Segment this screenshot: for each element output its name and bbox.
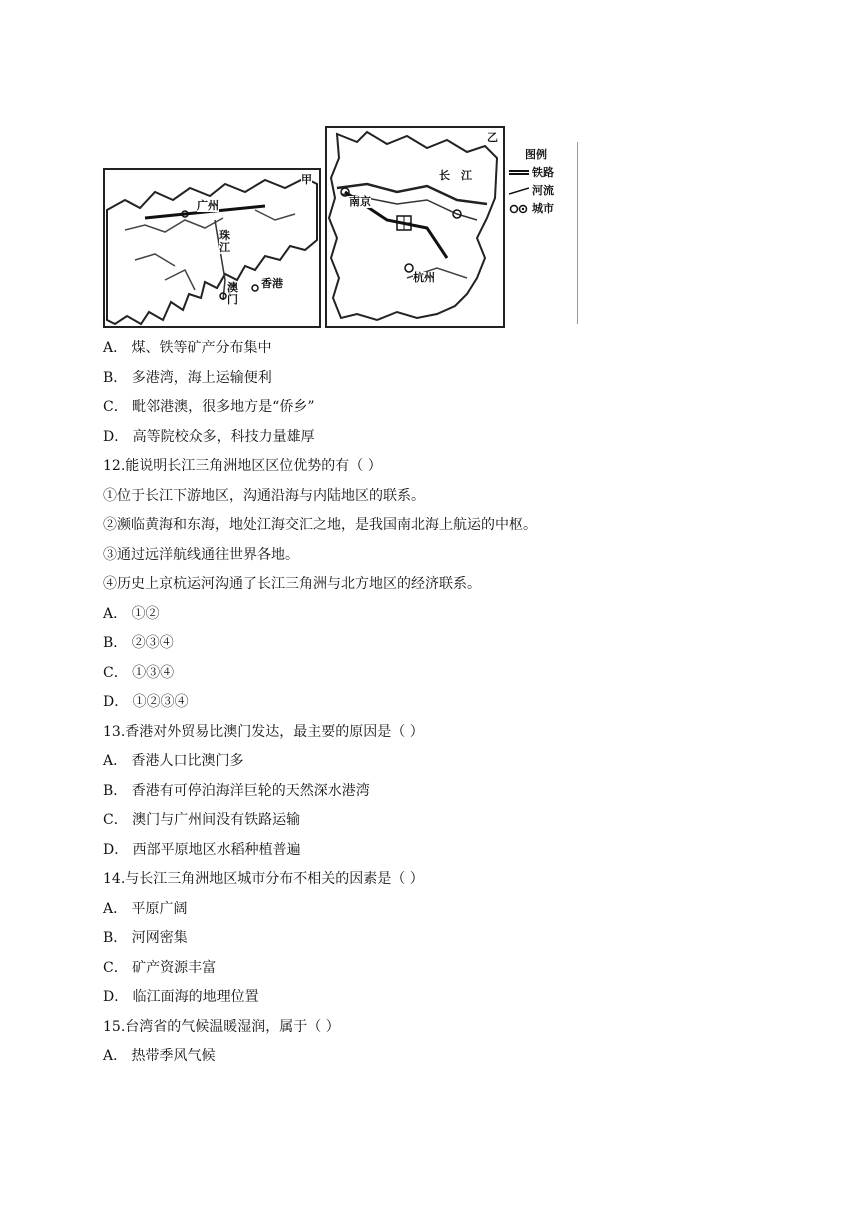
q13-option-c: C． 澳门与广州间没有铁路运输 bbox=[103, 812, 301, 828]
railway-symbol-icon bbox=[509, 169, 529, 177]
q12-option-b: B． ②③④ bbox=[103, 635, 174, 651]
q14-option-d: D． 临江面海的地理位置 bbox=[103, 989, 259, 1005]
yangtze-delta-map bbox=[325, 126, 505, 328]
pearl-river-delta-outline bbox=[105, 170, 319, 326]
guangzhou-label: 广州 bbox=[197, 199, 219, 212]
legend-river bbox=[509, 184, 554, 198]
q15-option-a: A． 热带季风气候 bbox=[103, 1048, 216, 1064]
q14-stem: 14.与长江三角洲地区城市分布不相关的因素是（ ） bbox=[103, 871, 424, 887]
river-symbol-icon bbox=[509, 186, 529, 196]
q11-option-d: D． 高等院校众多，科技力量雄厚 bbox=[103, 428, 315, 445]
q13-option-b: B． 香港有可停泊海洋巨轮的天然深水港湾 bbox=[103, 782, 370, 799]
map-figure bbox=[103, 126, 575, 328]
q12-stem: 12.能说明长江三角洲地区区位优势的有（ ） bbox=[103, 458, 382, 474]
q12-option-a: A． ①② bbox=[103, 605, 160, 622]
q11-option-b: B． 多港湾，海上运输便利 bbox=[103, 369, 272, 386]
q14-option-a: A． 平原广阔 bbox=[103, 900, 188, 917]
q11-option-c: C． 毗邻港澳，很多地方是“侨乡” bbox=[103, 399, 315, 415]
q12-option-d: D． ①②③④ bbox=[103, 694, 189, 710]
question-text bbox=[103, 338, 823, 1076]
map-yi-corner-label: 乙 bbox=[487, 131, 498, 144]
legend-title: 图例 bbox=[525, 148, 547, 161]
nanjing-label: 南京 bbox=[349, 195, 371, 208]
q15-stem: 15.台湾省的气候温暖湿润，属于（ ） bbox=[103, 1018, 340, 1035]
legend-river-label: 河流 bbox=[532, 184, 554, 197]
legend-city-label: 城市 bbox=[532, 202, 554, 215]
legend-railway-label: 铁路 bbox=[532, 166, 554, 179]
q11-option-a: A． 煤、铁等矿产分布集中 bbox=[103, 340, 272, 356]
q14-option-b: B． 河网密集 bbox=[103, 930, 188, 946]
aomen-label: 澳 门 bbox=[227, 281, 238, 306]
q12-statement-4: ④历史上京杭运河沟通了长江三角洲与北方地区的经济联系。 bbox=[103, 576, 481, 592]
q14-option-c: C． 矿产资源丰富 bbox=[103, 959, 217, 976]
zhujiang-label: 珠 江 bbox=[219, 229, 230, 254]
yangtze-delta-outline bbox=[327, 128, 503, 326]
hangzhou-label: 杭州 bbox=[413, 271, 435, 284]
map-jia-corner-label: 甲 bbox=[301, 173, 312, 186]
q13-stem: 13.香港对外贸易比澳门发达，最主要的原因是（ ） bbox=[103, 723, 424, 740]
map-legend bbox=[507, 142, 578, 324]
q12-statement-2: ②濒临黄海和东海，地处江海交汇之地，是我国南北海上航运的中枢。 bbox=[103, 517, 537, 533]
legend-railway bbox=[509, 166, 554, 180]
q13-option-a: A． 香港人口比澳门多 bbox=[103, 753, 244, 769]
city-symbol-icon bbox=[509, 204, 529, 214]
changjiang-label: 长 江 bbox=[439, 169, 472, 182]
q12-statement-3: ③通过远洋航线通往世界各地。 bbox=[103, 546, 299, 563]
q13-option-d: D． 西部平原地区水稻种植普遍 bbox=[103, 841, 301, 858]
legend-city bbox=[509, 202, 554, 216]
q12-statement-1: ①位于长江下游地区，沟通沿海与内陆地区的联系。 bbox=[103, 487, 425, 504]
xianggang-label: 香港 bbox=[261, 277, 283, 290]
q12-option-c: C． ①③④ bbox=[103, 664, 175, 681]
pearl-river-delta-map bbox=[103, 168, 321, 328]
